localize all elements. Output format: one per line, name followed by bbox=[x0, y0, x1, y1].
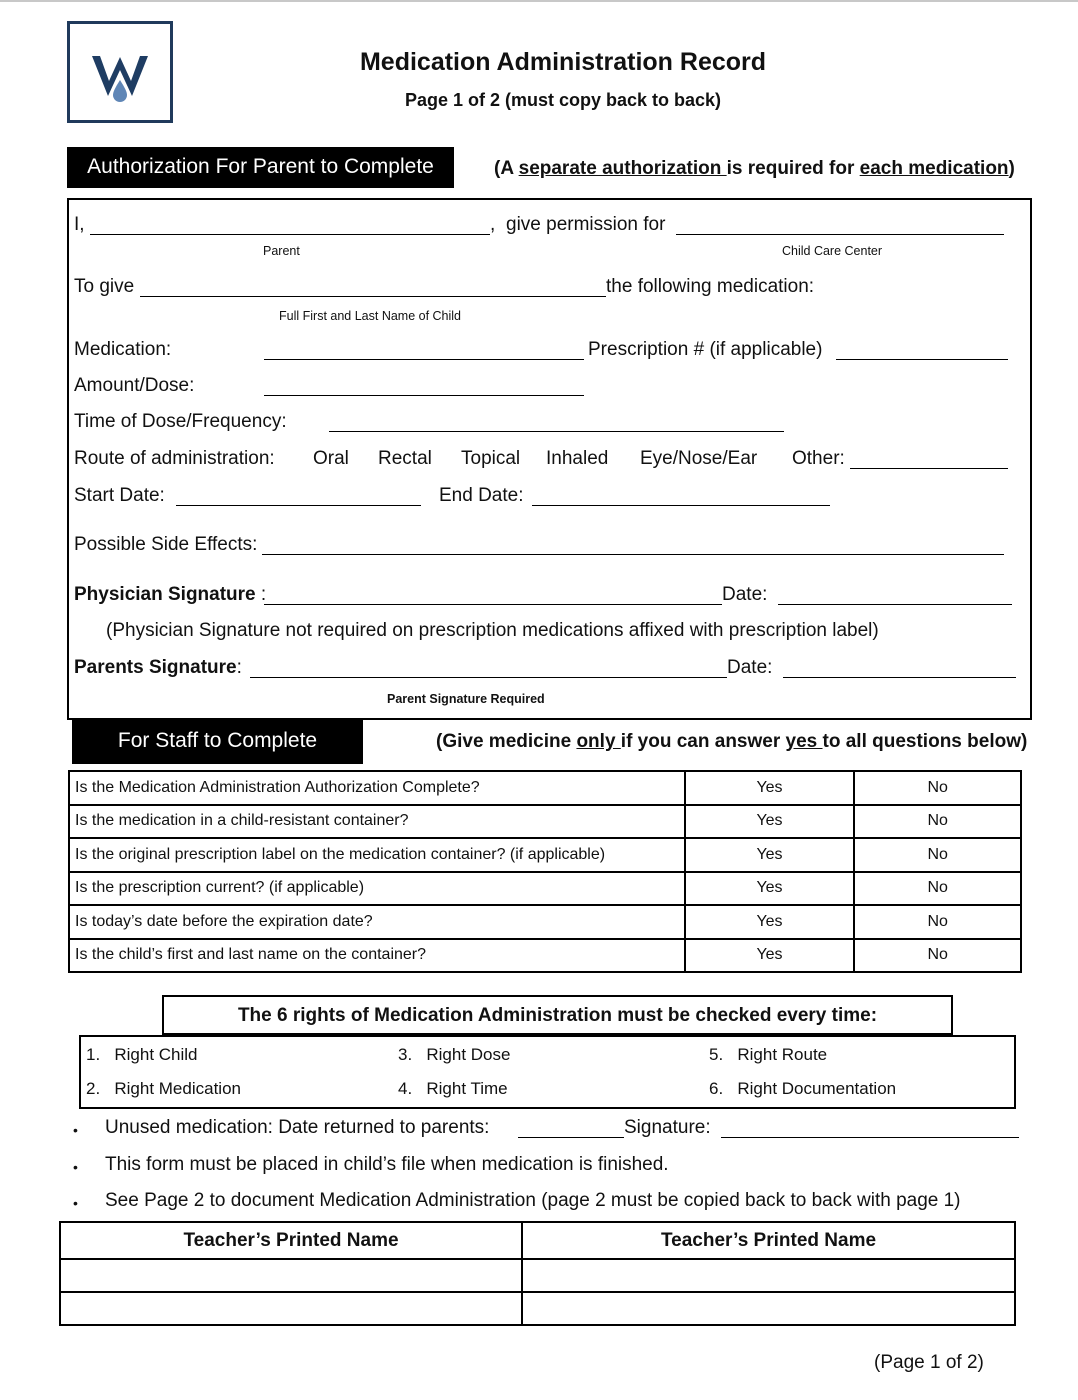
table-row bbox=[69, 872, 1021, 906]
yes-option[interactable]: Yes bbox=[685, 805, 855, 839]
question-cell: Is the original prescription label on the medication container? (if applicable) bbox=[69, 838, 685, 872]
amount-dose-field[interactable] bbox=[264, 395, 584, 396]
notice-text: (Give medicine bbox=[436, 731, 577, 752]
authorization-notice bbox=[494, 158, 1015, 180]
unused-medication-label: Unused medication: Date returned to parents: bbox=[105, 1117, 490, 1138]
end-date-field[interactable] bbox=[532, 505, 830, 506]
parents-colon: : bbox=[236, 657, 242, 678]
time-frequency-label: Time of Dose/Frequency: bbox=[74, 411, 287, 432]
no-option[interactable]: No bbox=[854, 805, 1021, 839]
staff-notice bbox=[436, 731, 1027, 753]
route-option-rectal[interactable]: Rectal bbox=[378, 448, 432, 469]
list-label: Right Dose bbox=[426, 1045, 511, 1064]
list-item bbox=[86, 1079, 241, 1099]
notice-underlined-text: yes bbox=[785, 731, 823, 752]
child-name-caption: Full First and Last Name of Child bbox=[279, 309, 462, 323]
parent-caption: Parent bbox=[263, 244, 300, 258]
child-care-center-caption: Child Care Center bbox=[782, 244, 883, 258]
list-item bbox=[709, 1045, 827, 1065]
teacher-name-cell[interactable] bbox=[522, 1259, 1015, 1292]
question-cell: Is the child’s first and last name on the container? bbox=[69, 939, 685, 973]
no-option[interactable]: No bbox=[854, 838, 1021, 872]
notice-text: to all questions below) bbox=[822, 731, 1028, 752]
notice-underlined-text: each medication bbox=[859, 158, 1009, 179]
page-subtitle: Page 1 of 2 (must copy back to back) bbox=[404, 90, 722, 110]
list-number: 3. bbox=[398, 1045, 413, 1064]
w-drop-logo-icon bbox=[70, 24, 170, 120]
route-option-other[interactable]: Other: bbox=[792, 448, 845, 469]
notice-underlined-text: separate authorization bbox=[518, 158, 727, 179]
table-header-row bbox=[60, 1222, 1015, 1259]
route-other-field[interactable] bbox=[850, 468, 1008, 469]
prescription-number-field[interactable] bbox=[836, 359, 1008, 360]
comma-label: , bbox=[490, 214, 496, 235]
question-cell: Is the prescription current? (if applicable) bbox=[69, 872, 685, 906]
physician-date-label: Date: bbox=[722, 584, 768, 605]
list-item bbox=[86, 1045, 198, 1065]
bullet-icon: • bbox=[73, 1195, 78, 1211]
list-number: 5. bbox=[709, 1045, 724, 1064]
teacher-name-header: Teacher’s Printed Name bbox=[522, 1222, 1015, 1259]
amount-dose-label: Amount/Dose: bbox=[74, 375, 195, 396]
parents-date-label: Date: bbox=[727, 657, 773, 678]
yes-option[interactable]: Yes bbox=[685, 939, 855, 973]
list-label: Right Child bbox=[114, 1045, 198, 1064]
date-returned-field[interactable] bbox=[518, 1137, 624, 1138]
route-option-inhaled[interactable]: Inhaled bbox=[546, 448, 609, 469]
list-number: 1. bbox=[86, 1045, 101, 1064]
parent-signature-caption: Parent Signature Required bbox=[387, 692, 545, 706]
prescription-label: Prescription # (if applicable) bbox=[588, 339, 823, 360]
physician-signature-label: Physician Signature bbox=[74, 584, 256, 605]
give-permission-label: give permission for bbox=[506, 214, 666, 235]
list-item bbox=[398, 1079, 508, 1099]
yes-option[interactable]: Yes bbox=[685, 872, 855, 906]
question-cell: Is today’s date before the expiration date? bbox=[69, 905, 685, 939]
bullet-icon: • bbox=[73, 1122, 78, 1138]
list-label: Right Medication bbox=[114, 1079, 241, 1098]
notice-underlined-text: only bbox=[576, 731, 621, 752]
following-medication-label: the following medication: bbox=[606, 276, 815, 297]
notice-text: if you can answer bbox=[620, 731, 786, 752]
medication-label: Medication: bbox=[74, 339, 172, 360]
teacher-names-table bbox=[59, 1221, 1016, 1326]
physician-note: (Physician Signature not required on prescription medications affixed with prescription label) bbox=[106, 620, 879, 641]
to-give-label: To give bbox=[74, 276, 135, 297]
list-label: Right Route bbox=[737, 1045, 828, 1064]
table-row bbox=[60, 1292, 1015, 1325]
start-date-field[interactable] bbox=[176, 505, 421, 506]
table-row bbox=[69, 939, 1021, 973]
page-title: Medication Administration Record bbox=[359, 48, 767, 76]
list-item bbox=[709, 1079, 896, 1099]
staff-section-tab: For Staff to Complete bbox=[72, 719, 363, 764]
yes-option[interactable]: Yes bbox=[685, 771, 855, 805]
table-row bbox=[69, 838, 1021, 872]
route-option-eye-nose-ear[interactable]: Eye/Nose/Ear bbox=[640, 448, 758, 469]
child-care-center-field[interactable] bbox=[676, 234, 1004, 235]
i-label: I, bbox=[74, 214, 85, 235]
parents-date-field[interactable] bbox=[783, 677, 1016, 678]
page-two-instruction: See Page 2 to document Medication Administration (page 2 must be copied back to back with page 1) bbox=[105, 1190, 961, 1211]
file-instruction: This form must be placed in child’s file when medication is finished. bbox=[105, 1154, 669, 1175]
no-option[interactable]: No bbox=[854, 771, 1021, 805]
notice-text: ) bbox=[1008, 158, 1015, 179]
medication-field[interactable] bbox=[264, 359, 584, 360]
question-cell: Is the medication in a child-resistant container? bbox=[69, 805, 685, 839]
start-date-label: Start Date: bbox=[74, 485, 165, 506]
staff-checklist-table bbox=[68, 770, 1022, 973]
authorization-section-tab: Authorization For Parent to Complete bbox=[67, 147, 454, 188]
bullet-icon: • bbox=[73, 1159, 78, 1175]
rights-heading: The 6 rights of Medication Administration must be checked every time: bbox=[162, 995, 953, 1035]
teacher-name-header: Teacher’s Printed Name bbox=[60, 1222, 522, 1259]
table-row bbox=[69, 771, 1021, 805]
return-signature-label: Signature: bbox=[624, 1117, 711, 1138]
notice-text: (A bbox=[494, 158, 519, 179]
physician-colon: : bbox=[255, 584, 267, 605]
notice-text: is required for bbox=[726, 158, 860, 179]
no-option[interactable]: No bbox=[854, 939, 1021, 973]
yes-option[interactable]: Yes bbox=[685, 905, 855, 939]
list-item bbox=[398, 1045, 510, 1065]
side-effects-label: Possible Side Effects: bbox=[74, 534, 258, 555]
parents-signature-label: Parents Signature bbox=[74, 657, 237, 678]
parents-signature-field[interactable] bbox=[250, 677, 727, 678]
table-row bbox=[69, 905, 1021, 939]
route-option-oral[interactable]: Oral bbox=[313, 448, 349, 469]
table-row bbox=[69, 805, 1021, 839]
list-label: Right Time bbox=[426, 1079, 508, 1098]
list-number: 4. bbox=[398, 1079, 413, 1098]
teacher-name-cell[interactable] bbox=[522, 1292, 1015, 1325]
return-signature-field[interactable] bbox=[721, 1137, 1019, 1138]
no-option[interactable]: No bbox=[854, 872, 1021, 906]
list-label: Right Documentation bbox=[737, 1079, 897, 1098]
page-footer: (Page 1 of 2) bbox=[874, 1352, 984, 1373]
side-effects-field[interactable] bbox=[262, 554, 1004, 555]
physician-date-field[interactable] bbox=[778, 604, 1012, 605]
time-frequency-field[interactable] bbox=[329, 431, 784, 432]
organization-logo bbox=[67, 21, 173, 123]
teacher-name-cell[interactable] bbox=[60, 1259, 522, 1292]
no-option[interactable]: No bbox=[854, 905, 1021, 939]
list-number: 6. bbox=[709, 1079, 724, 1098]
route-option-topical[interactable]: Topical bbox=[461, 448, 521, 469]
end-date-label: End Date: bbox=[439, 485, 524, 506]
table-row bbox=[60, 1259, 1015, 1292]
route-label: Route of administration: bbox=[74, 448, 275, 469]
teacher-name-cell[interactable] bbox=[60, 1292, 522, 1325]
yes-option[interactable]: Yes bbox=[685, 838, 855, 872]
question-cell: Is the Medication Administration Authorization Complete? bbox=[69, 771, 685, 805]
parent-name-field[interactable] bbox=[90, 234, 490, 235]
child-name-field[interactable] bbox=[140, 296, 606, 297]
physician-signature-field[interactable] bbox=[264, 604, 722, 605]
list-number: 2. bbox=[86, 1079, 101, 1098]
